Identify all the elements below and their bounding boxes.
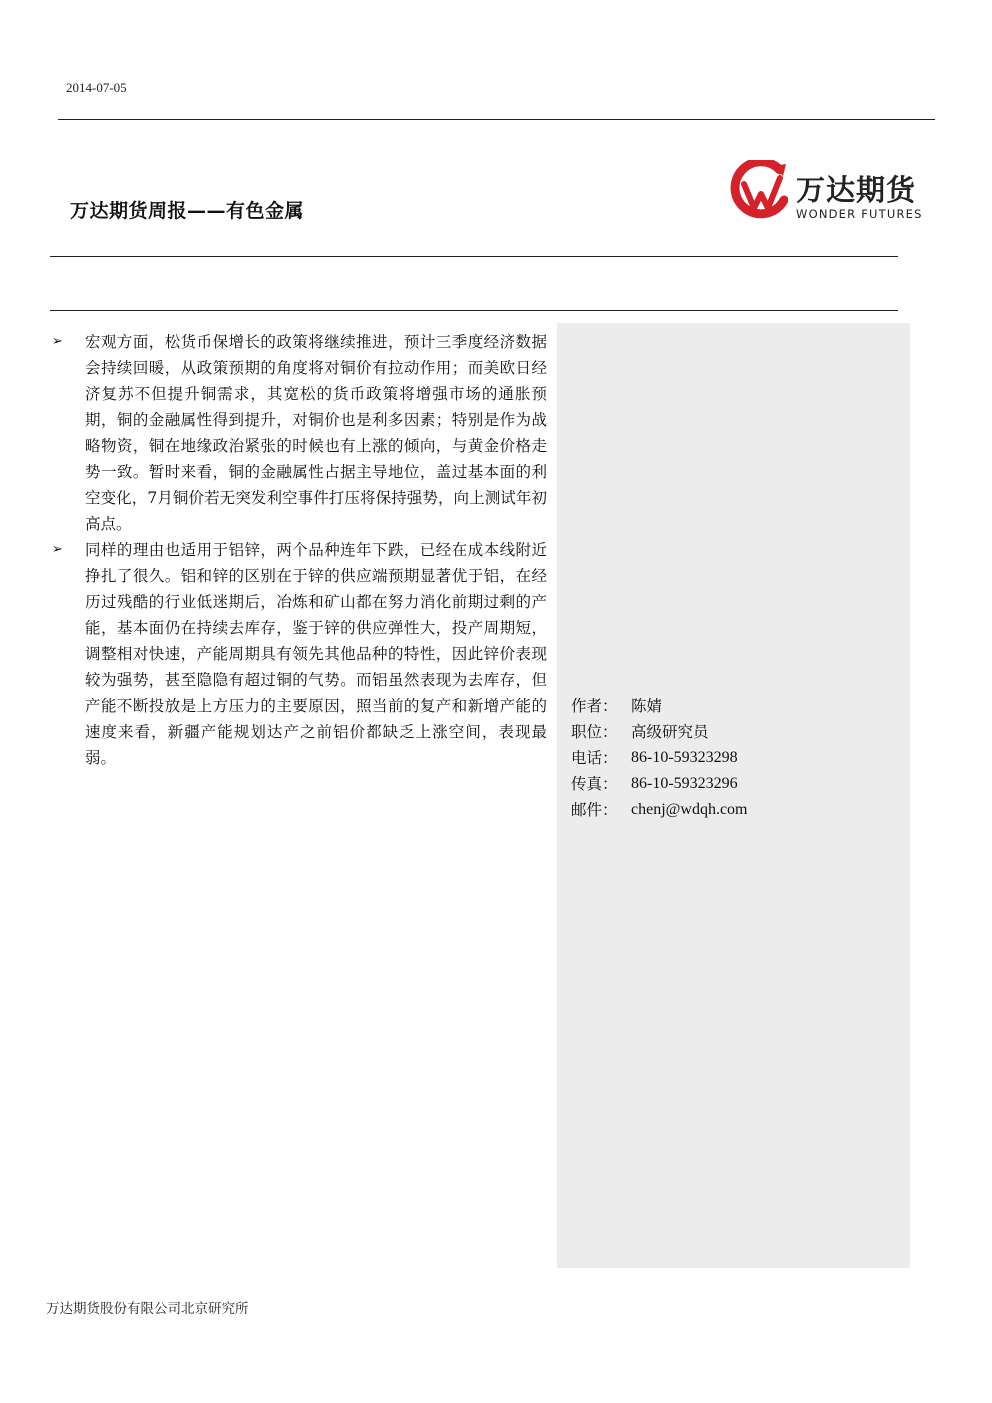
section-divider-upper xyxy=(50,256,898,257)
contact-label: 电话： xyxy=(571,749,618,767)
contact-author xyxy=(571,693,891,719)
header-divider xyxy=(58,119,935,120)
contact-position xyxy=(571,719,891,745)
logo-name-cn: 万达期货 xyxy=(796,173,917,207)
author-name: 陈婧 xyxy=(631,697,663,715)
contact-label: 作者： xyxy=(571,697,618,715)
section-divider-lower xyxy=(50,310,898,311)
author-position: 高级研究员 xyxy=(631,723,709,741)
contact-phone xyxy=(571,745,891,771)
footer-organization: 万达期货股份有限公司北京研究所 xyxy=(46,1301,249,1317)
report-date: 2014-07-05 xyxy=(66,80,127,95)
analysis-bullet xyxy=(52,537,547,771)
phone-number: 86-10-59323298 xyxy=(631,749,738,766)
logo-name-en: WONDER FUTURES xyxy=(796,207,923,221)
company-logo xyxy=(730,160,940,226)
fax-number: 86-10-59323296 xyxy=(631,775,738,792)
analysis-bullet xyxy=(52,329,547,537)
contact-email xyxy=(571,797,891,823)
author-contact-list xyxy=(571,693,891,823)
analysis-list xyxy=(52,329,547,771)
analysis-text: 宏观方面，松货币保增长的政策将继续推进，预计三季度经济数据会持续回暖，从政策预期的角度将对铜价有拉动作用；而美欧日经济复苏不但提升铜需求，其宽松的货币政策将增强市场的通胀预期，铜的金融属性得到提升，对铜价也是利多因素；特别是作为战略物资，铜在地缘政治紧张的时候也有上涨的倾向，与黄金价格走势一致。暂时来看，铜的金融属性占据主导地位，盖过基本面的利空变化，7月铜价若无突发利空事件打压将保持强势，向上测试年初高点。 xyxy=(85,333,547,533)
wonder-futures-logo-icon xyxy=(730,160,788,224)
arrow-right-bullet-icon: ➢ xyxy=(52,334,63,349)
contact-fax xyxy=(571,771,891,797)
contact-label: 传真： xyxy=(571,775,618,793)
email-address: chenj@wdqh.com xyxy=(631,801,748,818)
report-title: 万达期货周报——有色金属 xyxy=(70,200,305,222)
contact-label: 邮件： xyxy=(571,801,618,819)
arrow-right-bullet-icon: ➢ xyxy=(52,542,63,557)
analysis-text: 同样的理由也适用于铝锌，两个品种连年下跌，已经在成本线附近挣扎了很久。铝和锌的区别在于锌的供应端预期显著优于铝，在经历过残酷的行业低迷期后，冶炼和矿山都在努力消化前期过剩的产能，基本面仍在持续去库存，鉴于锌的供应弹性大，投产周期短，调整相对快速，产能周期具有领先其他品种的特性，因此锌价表现较为强势，甚至隐隐有超过铜的气势。而铝虽然表现为去库存，但产能不断投放是上方压力的主要原因，照当前的复产和新增产能的速度来看，新疆产能规划达产之前铝价都缺乏上涨空间，表现最弱。 xyxy=(85,541,547,767)
contact-label: 职位： xyxy=(571,723,618,741)
